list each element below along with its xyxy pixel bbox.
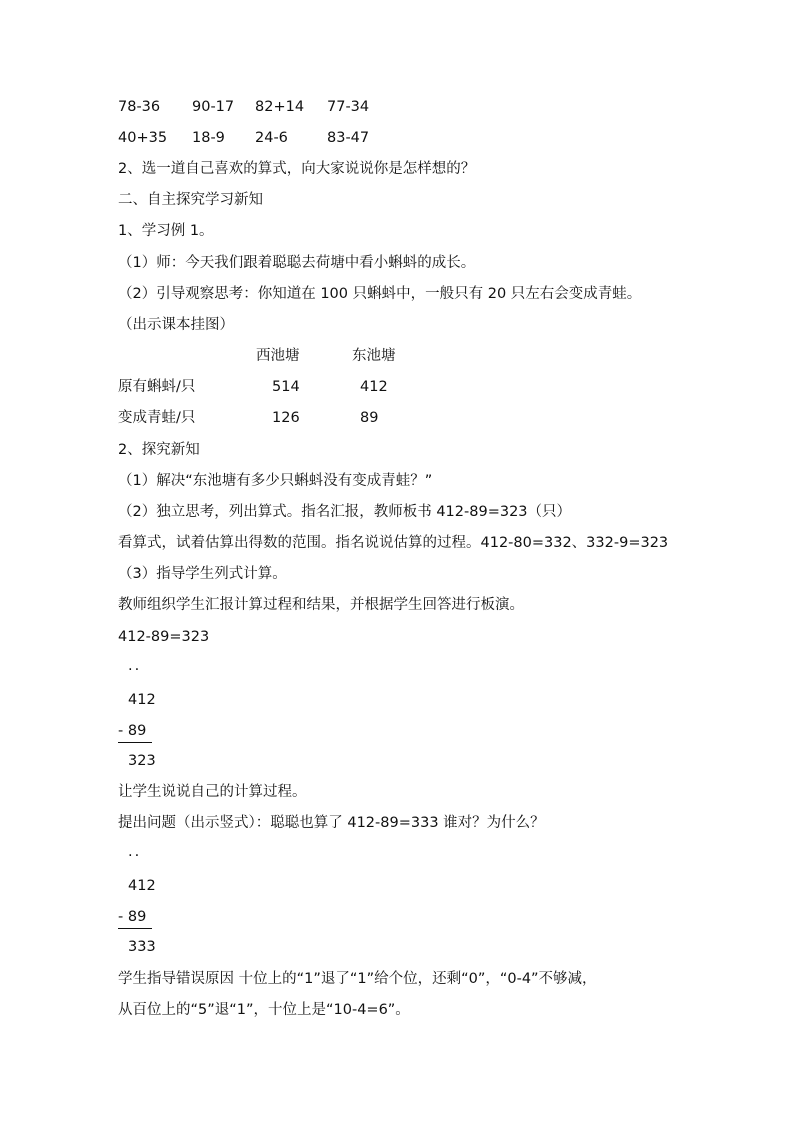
sum-line xyxy=(118,928,152,929)
table-cell: 412 xyxy=(360,379,388,395)
table-cell: 89 xyxy=(360,410,379,426)
table-header-west: 西池塘 xyxy=(256,348,300,364)
table-header-east: 东池塘 xyxy=(352,348,396,364)
text-line: 让学生说说自己的计算过程。 xyxy=(118,784,307,800)
text-line: 2、探究新知 xyxy=(118,442,200,458)
table-row-label: 原有蝌蚪/只 xyxy=(118,379,196,395)
minuend: 412 xyxy=(128,692,156,708)
section-heading: 二、自主探究学习新知 xyxy=(118,192,263,208)
warmup-1-3: 82+14 xyxy=(255,99,305,115)
difference: 323 xyxy=(128,753,156,769)
difference: 333 xyxy=(128,939,156,955)
borrow-dots: .. xyxy=(128,844,142,860)
text-line: （出示课本挂图） xyxy=(118,317,234,333)
warmup-2-2: 18-9 xyxy=(192,130,225,146)
warmup-2-4: 83-47 xyxy=(327,130,370,146)
text-line: （2）独立思考，列出算式。指名汇报，教师板书 412-89=323（只） xyxy=(118,504,572,520)
text-line: （2）引导观察思考：你知道在 100 只蝌蚪中，一般只有 20 只左右会变成青蛙。 xyxy=(118,286,642,302)
subtrahend: - 89 xyxy=(118,909,147,925)
text-line: （1）师：今天我们跟着聪聪去荷塘中看小蝌蚪的成长。 xyxy=(118,255,476,271)
table-cell: 514 xyxy=(272,379,300,395)
text-line: 学生指导错误原因 十位上的“1”退了“1”给个位，还剩“0”，“0-4”不够减， xyxy=(118,971,597,987)
warmup-1-1: 78-36 xyxy=(118,99,161,115)
warmup-1-2: 90-17 xyxy=(192,99,235,115)
text-line: 提出问题（出示竖式）：聪聪也算了 412-89=333 谁对？为什么？ xyxy=(118,815,545,831)
minuend: 412 xyxy=(128,878,156,894)
text-line: 2、选一道自己喜欢的算式，向大家说说你是怎样想的？ xyxy=(118,161,476,177)
text-line: （3）指导学生列式计算。 xyxy=(118,566,287,582)
table-cell: 126 xyxy=(272,410,300,426)
text-line: 从百位上的“5”退“1”，十位上是“10-4=6”。 xyxy=(118,1002,410,1018)
text-line: 1、学习例 1。 xyxy=(118,223,214,239)
subtrahend: - 89 xyxy=(118,723,147,739)
sum-line xyxy=(118,742,152,743)
text-line: 教师组织学生汇报计算过程和结果，并根据学生回答进行板演。 xyxy=(118,597,524,613)
equation: 412-89=323 xyxy=(118,629,210,645)
warmup-1-4: 77-34 xyxy=(327,99,370,115)
warmup-2-3: 24-6 xyxy=(255,130,288,146)
borrow-dots: .. xyxy=(128,658,142,674)
warmup-2-1: 40+35 xyxy=(118,130,168,146)
table-row-label: 变成青蛙/只 xyxy=(118,410,196,426)
text-line: 看算式，试着估算出得数的范围。指名说说估算的过程。412-80=332、332-9=323 xyxy=(118,535,669,551)
text-line: （1）解决“东池塘有多少只蝌蚪没有变成青蛙？” xyxy=(118,473,433,489)
